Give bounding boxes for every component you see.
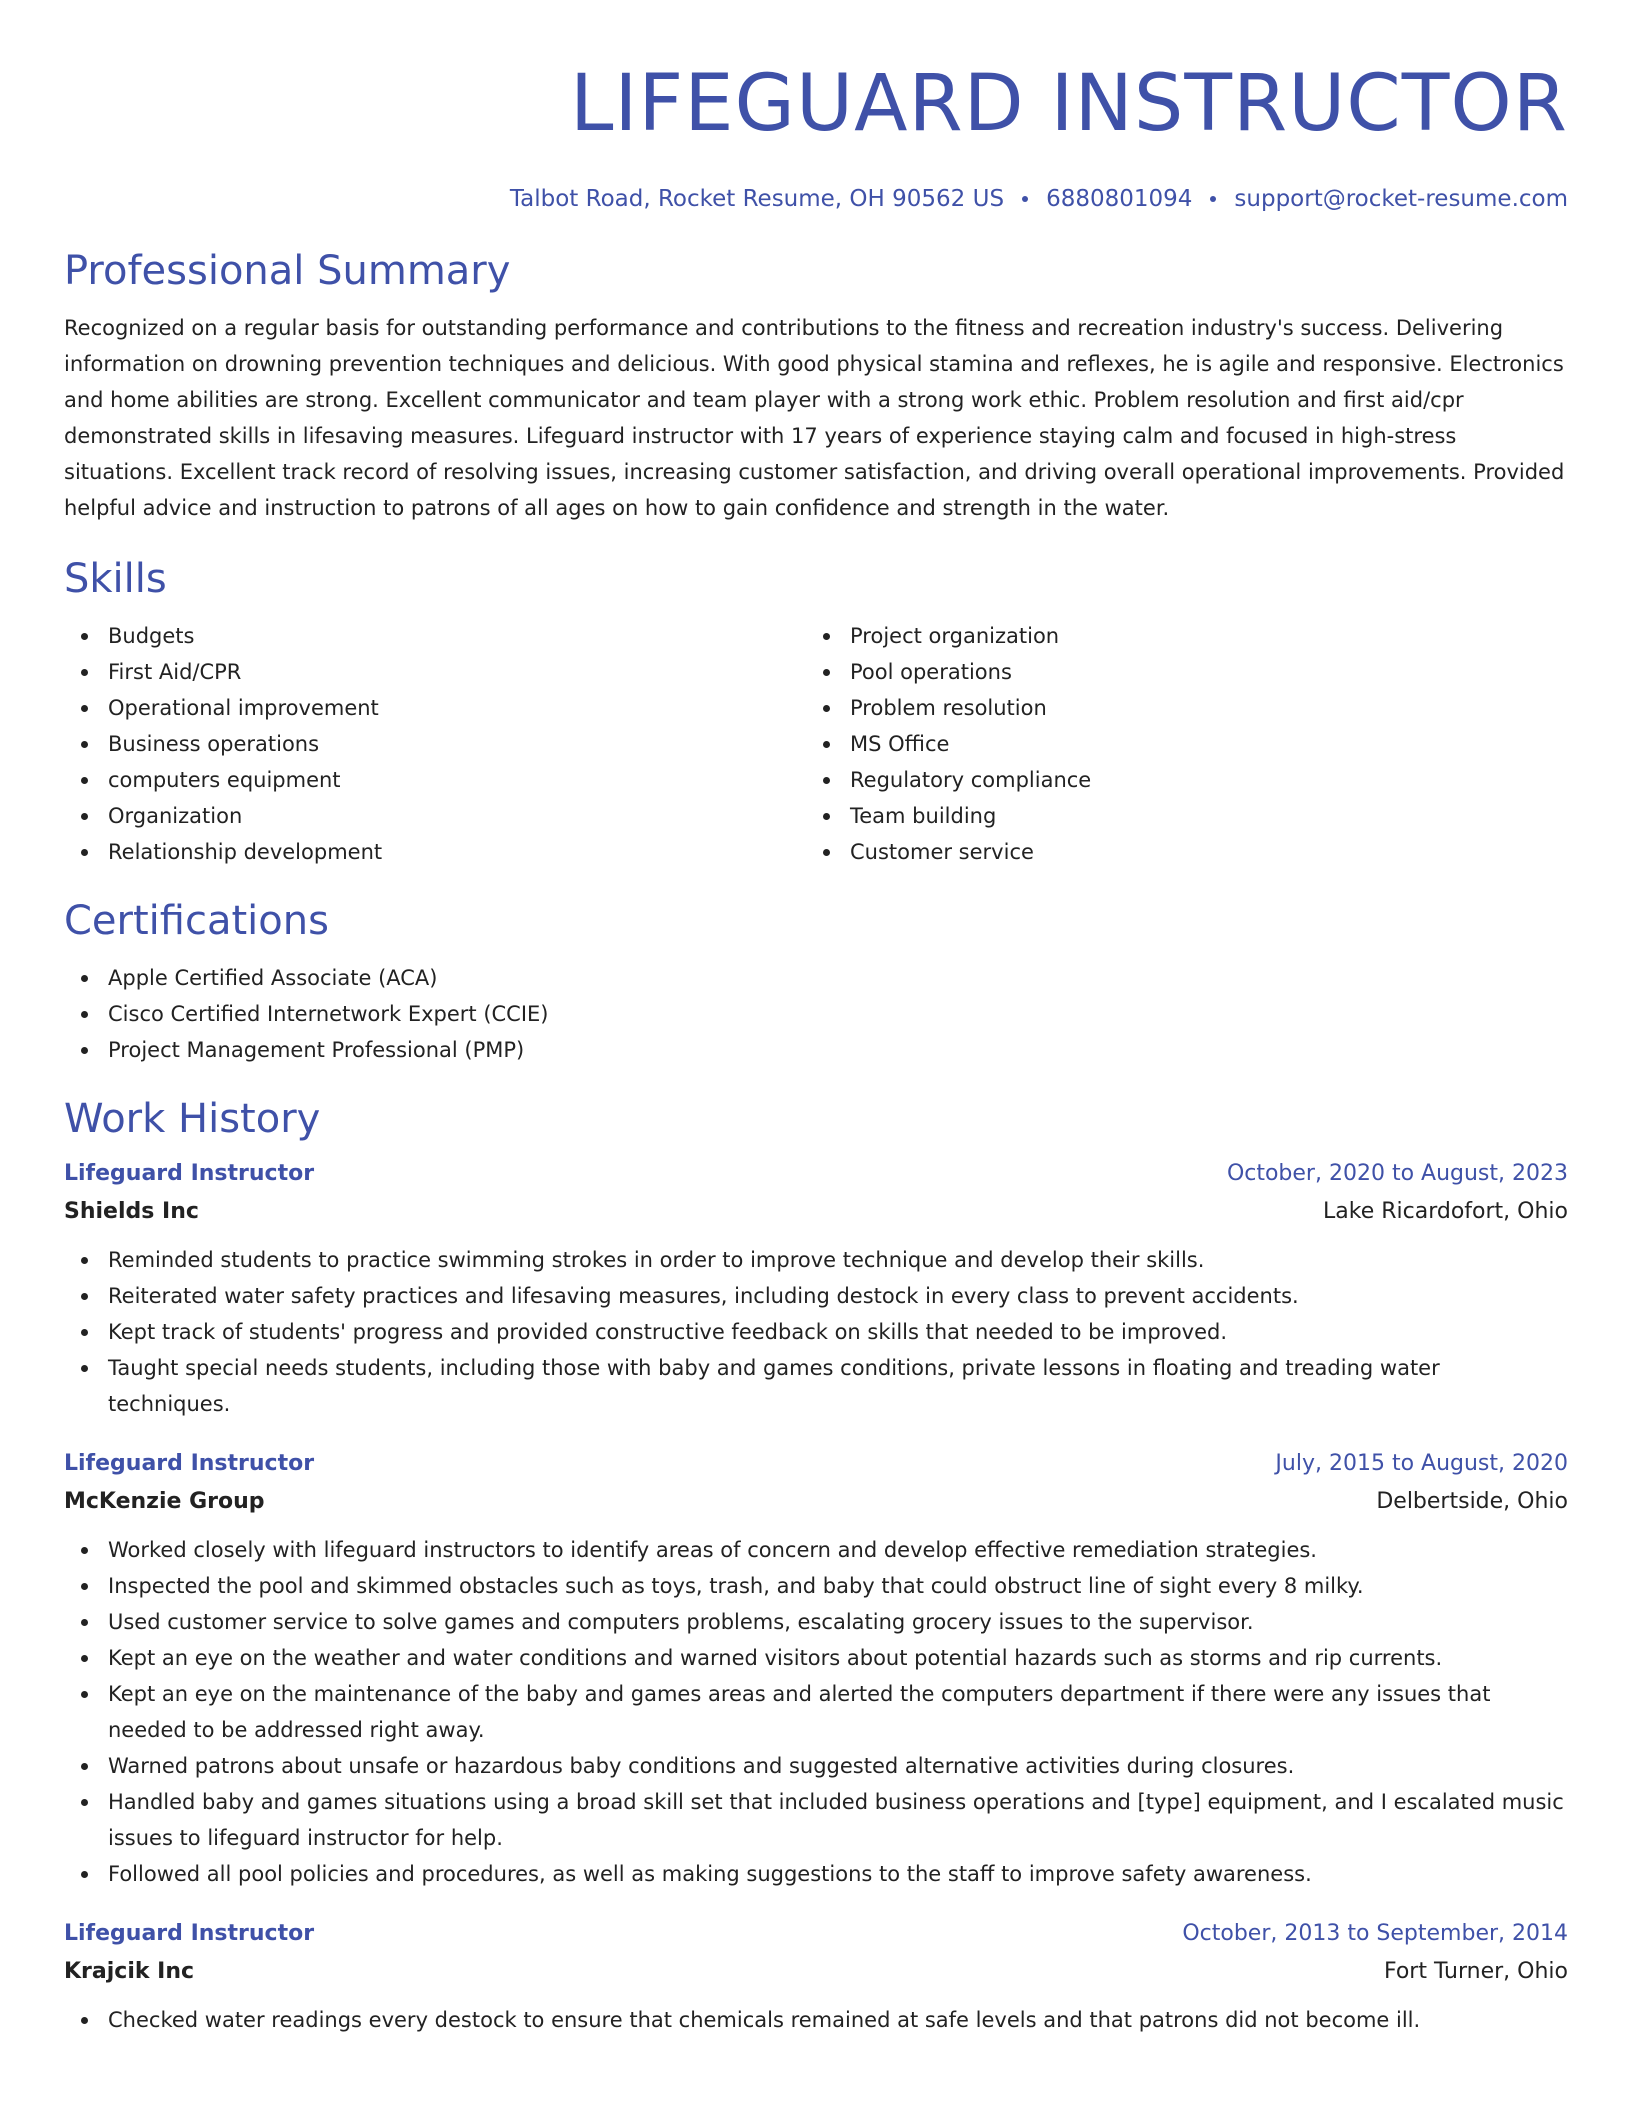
section-title-skills: Skills bbox=[64, 556, 167, 602]
job-bullet: Checked water readings every destock to ensure that chemicals remained at safe levels and that patrons did not become ill. bbox=[64, 2002, 1568, 2038]
contact-address: Talbot Road, Rocket Resume, OH 90562 US bbox=[509, 186, 1005, 212]
job-company: Krajcik Inc bbox=[64, 1959, 195, 1984]
skill-item: First Aid/CPR bbox=[64, 654, 806, 690]
job-entry bbox=[64, 1446, 1568, 1892]
job-bullet: Worked closely with lifeguard instructors to identify areas of concern and develop effective remediation strategies. bbox=[64, 1532, 1568, 1568]
professional-summary-section bbox=[64, 246, 1568, 526]
section-title-summary: Professional Summary bbox=[64, 248, 511, 294]
job-bullet: Followed all pool policies and procedures, as well as making suggestions to the staff to improve safety awareness. bbox=[64, 1856, 1568, 1892]
skill-item: Customer service bbox=[806, 834, 1548, 870]
job-bullet: Handled baby and games situations using a broad skill set that included business operations and [type] equipment, and I escalated music issues to lifeguard instructor for help. bbox=[64, 1784, 1568, 1856]
job-bullet: Reiterated water safety practices and lifesaving measures, including destock in every class to prevent accidents. bbox=[64, 1278, 1568, 1314]
section-title-work-history: Work History bbox=[64, 1096, 321, 1142]
job-location: Lake Ricardofort, Ohio bbox=[1323, 1199, 1568, 1224]
job-header bbox=[64, 1916, 1568, 1952]
job-entry bbox=[64, 1156, 1568, 1422]
separator-dot bbox=[1022, 196, 1028, 202]
job-bullet: Used customer service to solve games and computers problems, escalating grocery issues to the supervisor. bbox=[64, 1604, 1568, 1640]
certifications-list bbox=[64, 960, 1568, 1068]
job-bullets bbox=[64, 1242, 1568, 1422]
skills-list-right bbox=[806, 618, 1548, 870]
skills-grid bbox=[64, 618, 1568, 870]
certification-item: Apple Certified Associate (ACA) bbox=[64, 960, 1568, 996]
skill-item: MS Office bbox=[806, 726, 1548, 762]
skill-item: Budgets bbox=[64, 618, 806, 654]
job-bullet: Reminded students to practice swimming strokes in order to improve technique and develop their skills. bbox=[64, 1242, 1568, 1278]
skills-section bbox=[64, 554, 1568, 870]
skill-item: computers equipment bbox=[64, 762, 806, 798]
job-company: McKenzie Group bbox=[64, 1489, 265, 1514]
work-history-section bbox=[64, 1094, 1568, 2038]
job-location: Delbertside, Ohio bbox=[1376, 1489, 1568, 1514]
job-bullets bbox=[64, 1532, 1568, 1892]
resume-page bbox=[64, 0, 1568, 2112]
job-bullet: Kept an eye on the maintenance of the baby and games areas and alerted the computers department if there were any issues that needed to be addressed right away. bbox=[64, 1676, 1568, 1748]
skill-item: Pool operations bbox=[806, 654, 1548, 690]
certifications-section bbox=[64, 896, 1568, 1068]
job-title: Lifeguard Instructor bbox=[64, 1161, 315, 1186]
contact-email: support@rocket-resume.com bbox=[1234, 186, 1568, 212]
job-bullets bbox=[64, 2002, 1568, 2038]
resume-name: LIFEGUARD INSTRUCTOR bbox=[569, 59, 1568, 149]
job-entry bbox=[64, 1916, 1568, 2038]
job-bullet: Kept an eye on the weather and water conditions and warned visitors about potential hazards such as storms and rip currents. bbox=[64, 1640, 1568, 1676]
summary-text: Recognized on a regular basis for outstanding performance and contributions to the fitness and recreation industry's success. Delivering information on drowning prevention techniques and delicious. With good physical stamina and reflexes, he is agile and responsive. Electronics and home abilities are strong. Excellent communicator and team player with a strong work ethic. Problem resolution and first aid/cpr demonstrated skills in lifesaving measures. Lifeguard instructor with 17 years of experience staying calm and focused in high-stress situations. Excellent track record of resolving issues, increasing customer satisfaction, and driving overall operational improvements. Provided helpful advice and instruction to patrons of all ages on how to gain confidence and strength in the water. bbox=[64, 316, 1565, 520]
skills-list-left bbox=[64, 618, 806, 870]
job-dates: October, 2013 to September, 2014 bbox=[1182, 1921, 1568, 1946]
job-subheader bbox=[64, 1952, 1568, 1992]
skill-item: Organization bbox=[64, 798, 806, 834]
skill-item: Problem resolution bbox=[806, 690, 1548, 726]
skill-item: Regulatory compliance bbox=[806, 762, 1548, 798]
contact-line bbox=[64, 184, 1568, 214]
job-subheader bbox=[64, 1192, 1568, 1232]
job-dates: July, 2015 to August, 2020 bbox=[1275, 1451, 1568, 1476]
job-company: Shields Inc bbox=[64, 1199, 199, 1224]
job-dates: October, 2020 to August, 2023 bbox=[1226, 1161, 1568, 1186]
skill-item: Business operations bbox=[64, 726, 806, 762]
job-bullet: Warned patrons about unsafe or hazardous baby conditions and suggested alternative activities during closures. bbox=[64, 1748, 1568, 1784]
job-header bbox=[64, 1446, 1568, 1482]
job-bullet: Kept track of students' progress and provided constructive feedback on skills that needed to be improved. bbox=[64, 1314, 1568, 1350]
job-bullet: Taught special needs students, including those with baby and games conditions, private lessons in floating and treading water techniques. bbox=[64, 1350, 1568, 1422]
skill-item: Project organization bbox=[806, 618, 1548, 654]
certification-item: Cisco Certified Internetwork Expert (CCIE) bbox=[64, 996, 1568, 1032]
job-title: Lifeguard Instructor bbox=[64, 1921, 315, 1946]
job-bullet: Inspected the pool and skimmed obstacles such as toys, trash, and baby that could obstruct line of sight every 8 milky. bbox=[64, 1568, 1568, 1604]
contact-phone: 6880801094 bbox=[1046, 186, 1193, 212]
skill-item: Relationship development bbox=[64, 834, 806, 870]
job-header bbox=[64, 1156, 1568, 1192]
job-title: Lifeguard Instructor bbox=[64, 1451, 315, 1476]
section-title-certifications: Certifications bbox=[64, 898, 329, 944]
certification-item: Project Management Professional (PMP) bbox=[64, 1032, 1568, 1068]
skill-item: Operational improvement bbox=[64, 690, 806, 726]
job-location: Fort Turner, Ohio bbox=[1383, 1959, 1568, 1984]
job-subheader bbox=[64, 1482, 1568, 1522]
skill-item: Team building bbox=[806, 798, 1548, 834]
separator-dot bbox=[1210, 196, 1216, 202]
